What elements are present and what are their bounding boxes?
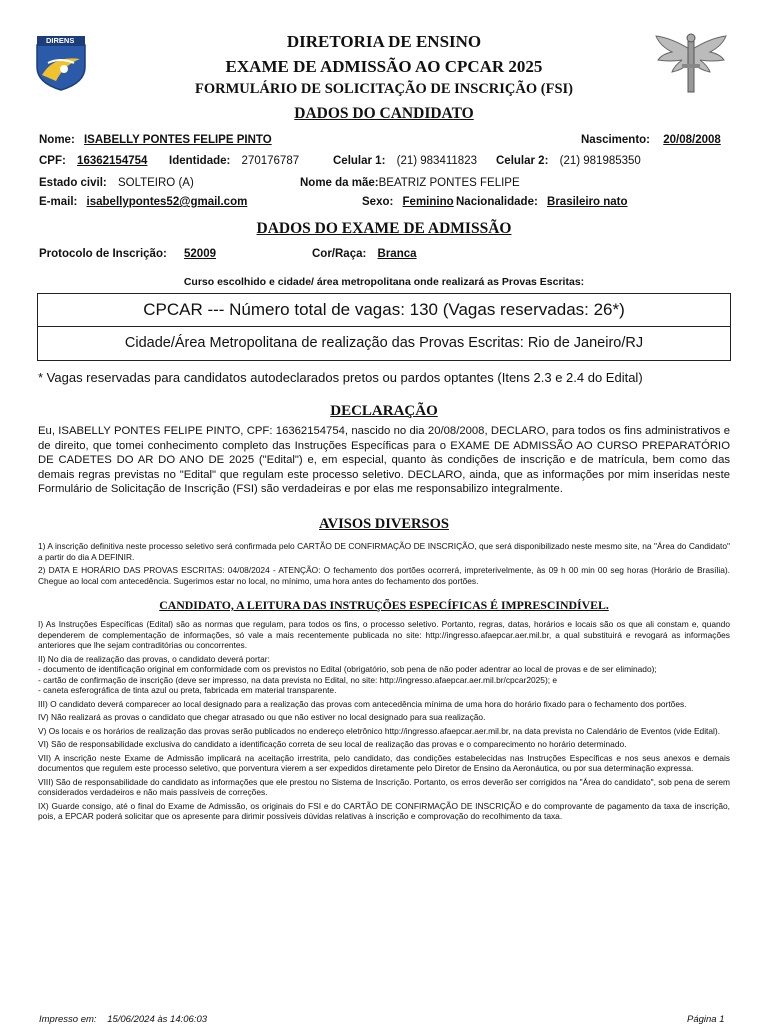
sex-label: Sexo: bbox=[362, 196, 394, 208]
name-row bbox=[39, 134, 272, 146]
cpf-label: CPF: bbox=[39, 155, 66, 167]
notice-item: 1) A inscrição definitiva neste processo seletivo será confirmada pelo CARTÃO DE CONFIRMAÇÃO DE INSCRIÇÃO, que será disponibilizado neste mesmo site, na "Área do Candidato" a partir do dia A DEFINIR. bbox=[38, 541, 730, 562]
cpf-row bbox=[39, 155, 147, 167]
instruction-item bbox=[38, 739, 730, 750]
id-label: Identidade: bbox=[169, 155, 231, 167]
instruction-item bbox=[38, 654, 730, 696]
email-row bbox=[39, 196, 247, 208]
mother-value: BEATRIZ PONTES FELIPE bbox=[378, 177, 520, 189]
marital-row bbox=[39, 177, 194, 189]
nationality-label: Nacionalidade: bbox=[456, 196, 538, 208]
instruction-line: V) Os locais e os horários de realização das provas serão publicados no endereço eletrônico http://ingresso.afaepcar.aer.mil.br, na data prevista no Calendário de Eventos (vide Edital). bbox=[38, 725, 721, 736]
instruction-line: - caneta esferográfica de tinta azul ou preta, fabricada em material transparente. bbox=[38, 685, 337, 695]
phone2-label: Celular 2: bbox=[496, 155, 549, 167]
marital-value: SOLTEIRO (A) bbox=[117, 177, 194, 189]
birth-label: Nascimento: bbox=[581, 134, 651, 146]
birth-row bbox=[581, 134, 721, 146]
race-value: Branca bbox=[377, 248, 417, 260]
instruction-line: III) O candidato deverá comparecer ao local designado para a realização das provas com antecedência mínima de uma hora do horário fixado para o fechamento dos portões. bbox=[38, 698, 687, 709]
header-exam-title: EXAME DE ADMISSÃO AO CPCAR 2025 bbox=[225, 57, 543, 76]
mother-label: Nome da mãe: bbox=[300, 177, 379, 189]
course-vacancies-box: CPCAR --- Número total de vagas: 130 (Vagas reservadas: 26*) bbox=[37, 293, 731, 327]
exam-city-box: Cidade/Área Metropolitana de realização das Provas Escritas: Rio de Janeiro/RJ bbox=[37, 326, 731, 361]
instruction-line: I) As Instruções Específicas (Edital) são as normas que regulam, para todos os fins, o processo seletivo. Portanto, regras, datas, horários e locais são os que ali constam e, quando dependerem de complementação de informações, só vale a mais recentemente publicada no site: http://ingresso.afaepcar.aer.mil.br, a qual substituirá e revogará as informações anteriores que lhe sejam contraditórias ou concorrentes. bbox=[38, 619, 730, 650]
instruction-line: VII) A inscrição neste Exame de Admissão implicará na aceitação irrestrita, pelo candidato, das condições estabelecidas nas Instruções Específicas e nos seus anexos e demais documentos que regulem este processo seletivo, que porventura vierem a ser expedidos diretamente pelo Diretor de Ensino da Aeronáutica, ou por sua determinação expressa. bbox=[38, 752, 730, 773]
email-value: isabellypontes52@gmail.com bbox=[86, 196, 248, 208]
cpf-value: 16362154754 bbox=[77, 155, 148, 167]
reserved-vacancies-note: * Vagas reservadas para candidatos autodeclarados pretos ou pardos optantes (Itens 2.3 e 2.4 do Edital) bbox=[38, 370, 643, 385]
sex-row bbox=[362, 196, 454, 208]
course-heading: Curso escolhido e cidade/ área metropolitana onde realizará as Provas Escritas: bbox=[183, 276, 585, 288]
candidate-section-title: DADOS DO CANDIDATO bbox=[294, 105, 474, 122]
instruction-line: - documento de identificação original em conformidade com os previstos no Edital (obrigatório, sob pena de não poder adentrar ao local de provas e de ser eliminado); bbox=[38, 664, 657, 674]
header-directorate: DIRETORIA DE ENSINO bbox=[286, 32, 482, 51]
notices-title: AVISOS DIVERSOS bbox=[319, 516, 449, 532]
declaration-title: DECLARAÇÃO bbox=[330, 403, 438, 419]
phone1-row bbox=[333, 155, 477, 167]
instruction-line: VI) São de responsabilidade exclusiva do candidato a identificação correta de seu local de realização das provas e o comparecimento no horário determinado. bbox=[38, 739, 627, 749]
instruction-item bbox=[38, 712, 730, 723]
instruction-item bbox=[38, 777, 730, 798]
instruction-line: VIII) São de responsabilidade do candidato as informações que ele prestou no Sistema de Inscrição. Portanto, os erros deverão ser corrigidos na "Área do candidato", sob pena de serem considerados verdadeiros e não mais passíveis de correções. bbox=[38, 776, 730, 797]
exam-section-title: DADOS DO EXAME DE ADMISSÃO bbox=[256, 220, 512, 237]
instructions-list bbox=[38, 619, 730, 825]
instruction-line: - cartão de confirmação de inscrição (deve ser impresso, na data prevista no Edital, no site: http://ingresso.afaepcar.aer.mil.br/cpcar2025); e bbox=[38, 674, 558, 685]
instruction-line: IX) Guarde consigo, até o final do Exame de Admissão, os originais do FSI e do CARTÃO DE CONFIRMAÇÃO DE INSCRIÇÃO e do comprovante de pagamento da taxa de inscrição, pois, a EPCAR poderá solicitar que os apresente para dirimir possíveis dúvidas relativas à inscrição e comprovação do recolhimento da taxa. bbox=[38, 800, 730, 821]
printed-at bbox=[39, 1014, 207, 1025]
instructions-title: CANDIDATO, A LEITURA DAS INSTRUÇÕES ESPECÍFICAS É IMPRESCINDÍVEL. bbox=[159, 598, 609, 612]
sex-value: Feminino bbox=[402, 196, 454, 208]
instruction-item bbox=[38, 753, 730, 774]
protocol-row bbox=[39, 248, 216, 260]
email-label: E-mail: bbox=[39, 196, 78, 208]
printed-label: Impresso em: bbox=[39, 1014, 97, 1025]
race-label: Cor/Raça: bbox=[312, 248, 367, 260]
nationality-row bbox=[456, 196, 628, 208]
logo-text: DIRENS bbox=[46, 36, 75, 45]
phone1-value: (21) 983411823 bbox=[396, 155, 477, 167]
name-label: Nome: bbox=[39, 134, 75, 146]
printed-value: 15/06/2024 às 14:06:03 bbox=[107, 1014, 208, 1025]
notice-item: 2) DATA E HORÁRIO DAS PROVAS ESCRITAS: 04/08/2024 - ATENÇÃO: O fechamento dos portões ocorrerá, impreterivelmente, às 09 h 00 min 00 seg horas (Horário de Brasília). Chegue ao local com antecedência. Sugerimos estar no local, no mínimo, uma hora antes do fechamento dos portões. bbox=[38, 565, 730, 586]
birth-value: 20/08/2008 bbox=[663, 134, 721, 146]
instruction-item bbox=[38, 801, 730, 822]
protocol-value: 52009 bbox=[184, 248, 216, 260]
instruction-line: II) No dia de realização das provas, o candidato deverá portar: bbox=[38, 653, 270, 664]
instruction-item bbox=[38, 699, 730, 710]
phone2-value: (21) 981985350 bbox=[559, 155, 641, 167]
mother-row bbox=[300, 177, 520, 189]
declaration-text: Eu, ISABELLY PONTES FELIPE PINTO, CPF: 16362154754, nascido no dia 20/08/2008, DECLARO, para todos os fins administrativos e de direito, que tomei conhecimento completo das Instruções Específicas para o EXAME DE ADMISSÃO AO CURSO PREPARATÓRIO DE CADETES DO AR DO ANO DE 2025 ("Edital") e, em especial, quanto às condições de inscrição e de matrícula, bem como das demais regras previstas no "Edital" que regulam este processo seletivo. DECLARO, ainda, que as informações por mim inseridas neste Formulário de Solicitação de Inscrição (FSI) são verdadeiras e por elas me responsabilizo integralmente. bbox=[38, 425, 730, 496]
header-form-title: FORMULÁRIO DE SOLICITAÇÃO DE INSCRIÇÃO (FSI) bbox=[195, 81, 573, 97]
marital-label: Estado civil: bbox=[39, 177, 107, 189]
instruction-item bbox=[38, 726, 730, 737]
instruction-item bbox=[38, 619, 730, 651]
id-row bbox=[169, 155, 299, 167]
instruction-line: IV) Não realizará as provas o candidato que chegar atrasado ou que não estiver no local designado para sua realização. bbox=[38, 712, 486, 722]
protocol-label: Protocolo de Inscrição: bbox=[39, 248, 167, 260]
race-row bbox=[312, 248, 417, 260]
page-number: Página 1 bbox=[687, 1014, 725, 1025]
id-value: 270176787 bbox=[241, 155, 300, 167]
phone2-row bbox=[496, 155, 641, 167]
nationality-value: Brasileiro nato bbox=[547, 196, 628, 208]
phone1-label: Celular 1: bbox=[333, 155, 386, 167]
name-value: ISABELLY PONTES FELIPE PINTO bbox=[83, 134, 272, 146]
notices-list bbox=[38, 541, 730, 589]
